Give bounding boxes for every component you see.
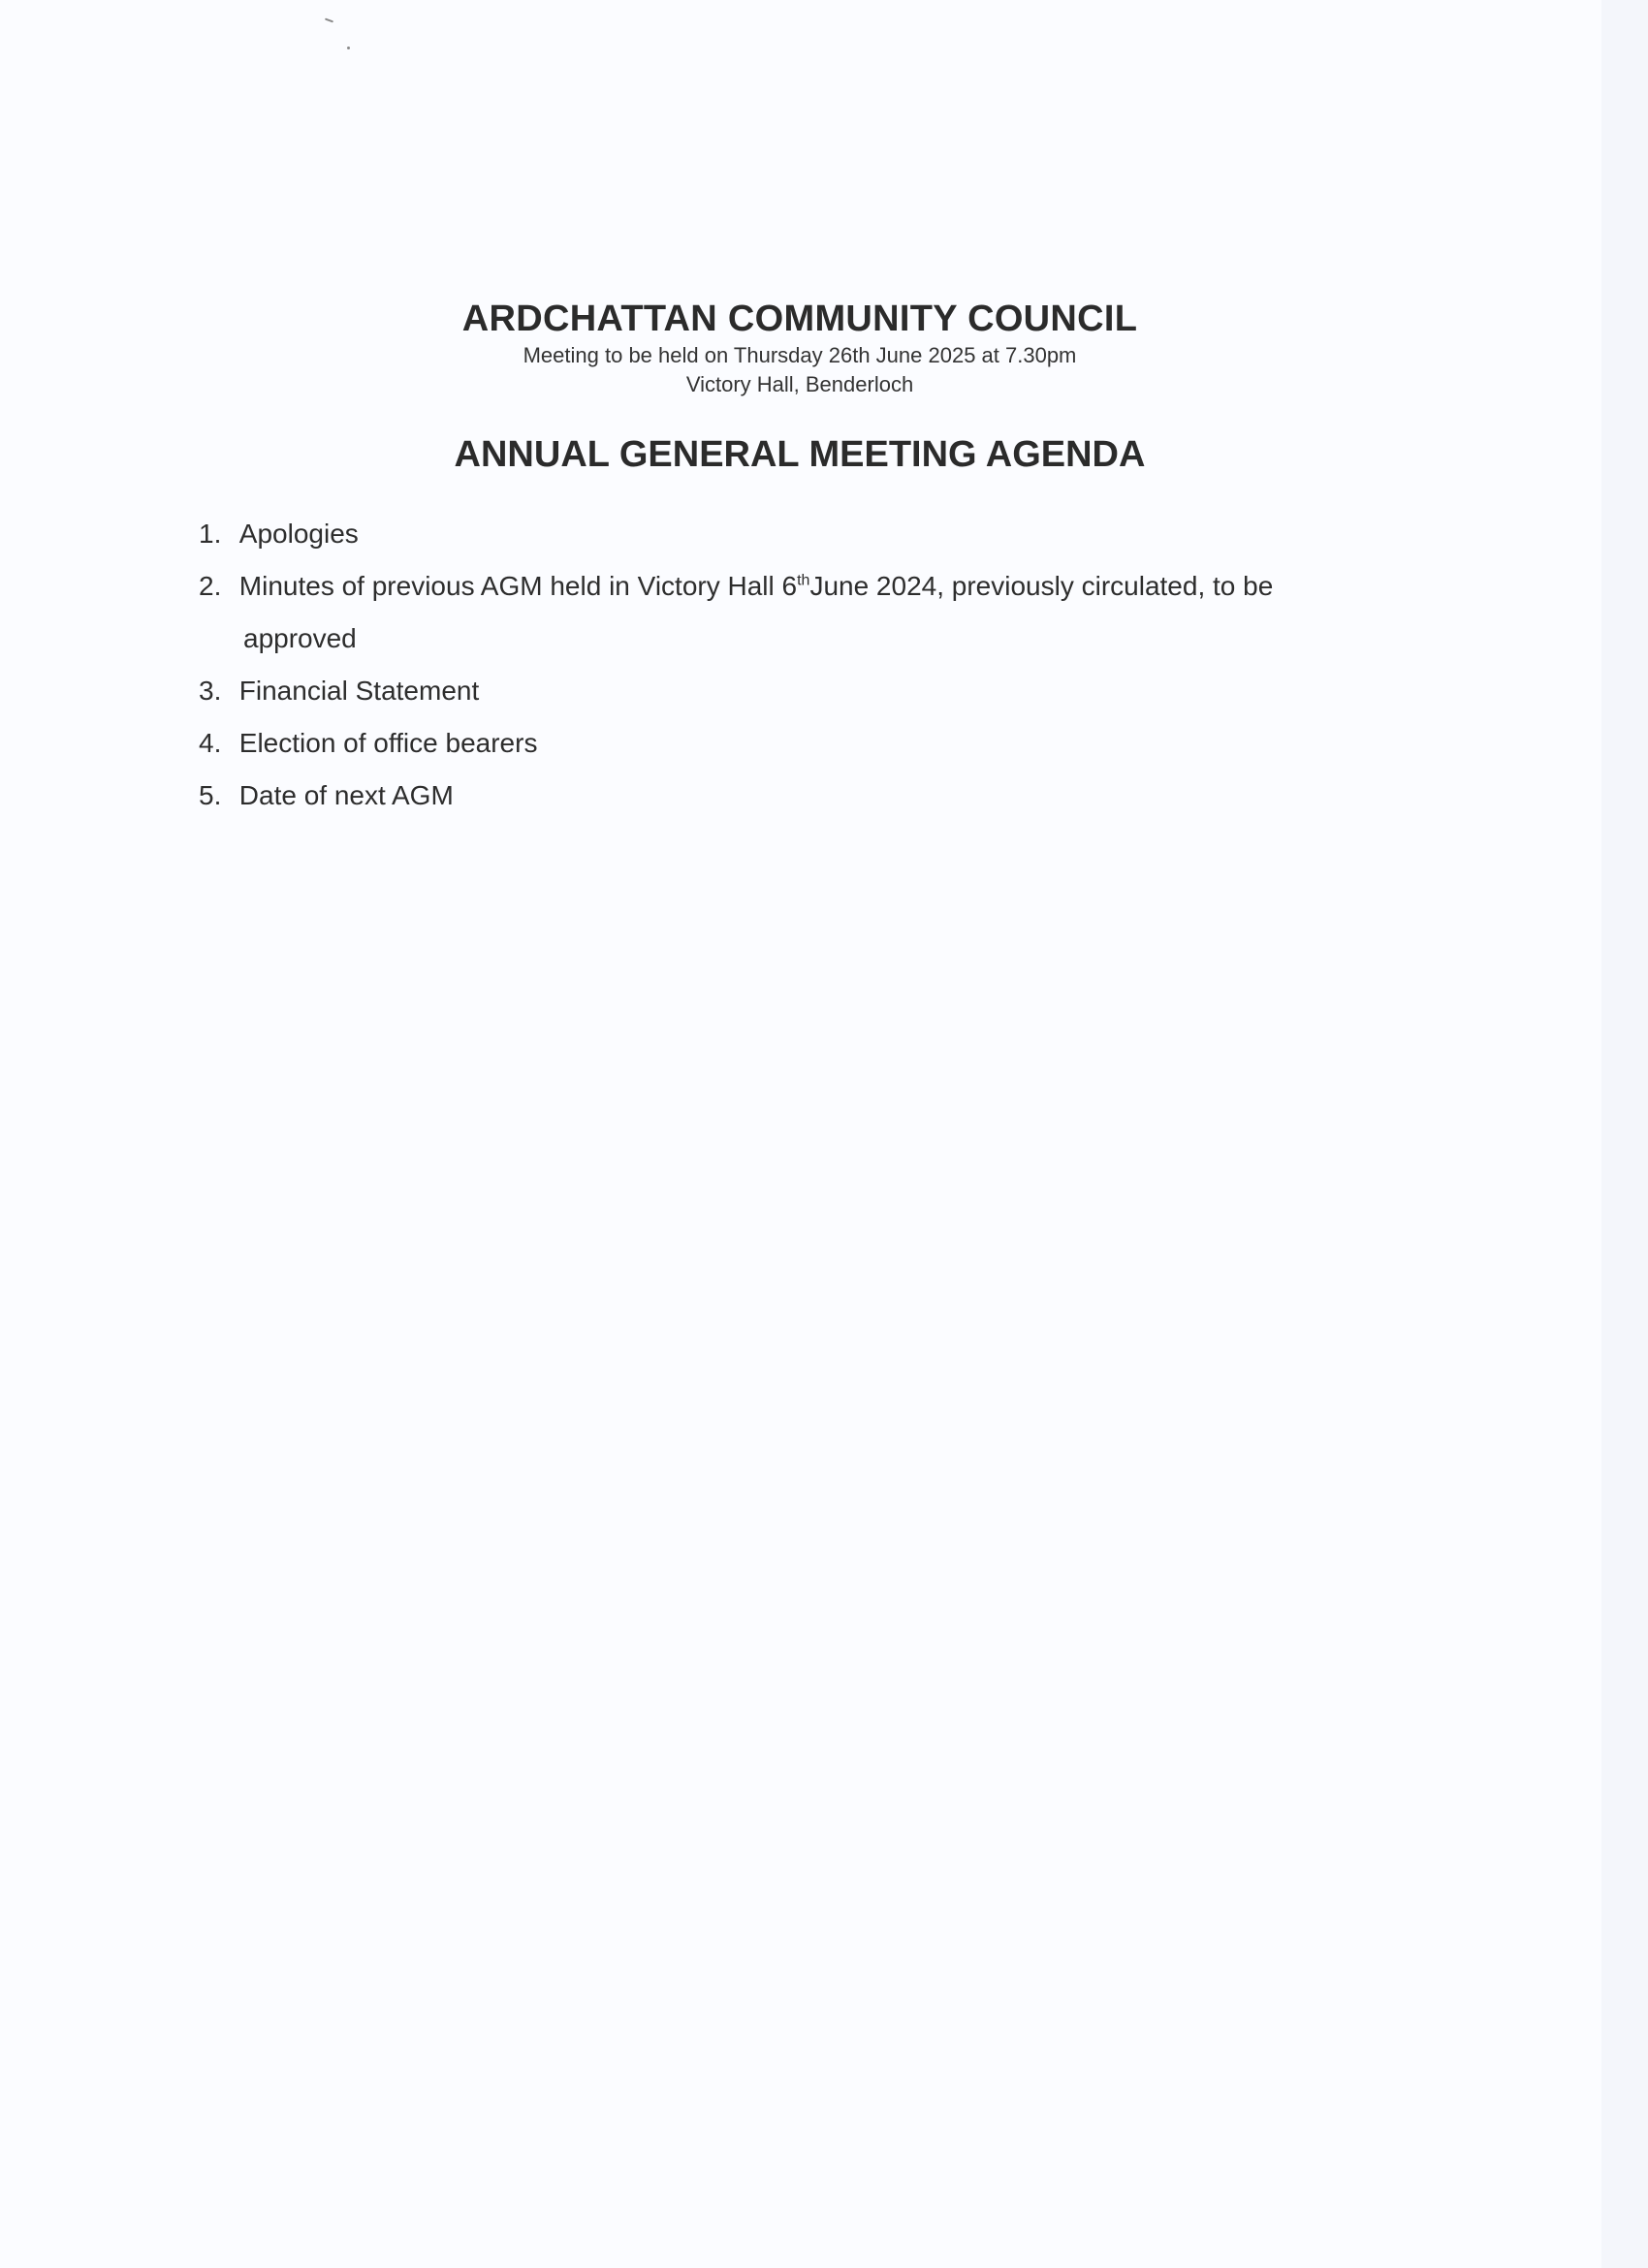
agenda-item bbox=[199, 665, 1410, 717]
date-ordinal-suffix: th bbox=[797, 572, 810, 589]
agenda-item-text-continuation: approved bbox=[243, 623, 357, 653]
agenda-item-continuation bbox=[199, 613, 1410, 665]
agenda-item-text-part: June 2024, previously circulated, to be bbox=[809, 571, 1274, 601]
agenda-item-number: 2. bbox=[199, 571, 222, 601]
agenda-title: ANNUAL GENERAL MEETING AGENDA bbox=[454, 434, 1146, 475]
agenda-item-text: Election of office bearers bbox=[238, 728, 538, 758]
agenda-item-number: 4. bbox=[199, 728, 222, 758]
document-header bbox=[0, 297, 1600, 399]
agenda-item bbox=[199, 770, 1410, 822]
council-name: ARDCHATTAN COMMUNITY COUNCIL bbox=[461, 299, 1138, 339]
scan-edge-shade bbox=[1601, 0, 1648, 2268]
agenda-item-number: 3. bbox=[199, 676, 222, 706]
meeting-details: Meeting to be held on Thursday 26th June 2025 at 7.30pm bbox=[523, 343, 1077, 367]
agenda-item bbox=[199, 508, 1410, 560]
agenda-item-text: Apologies bbox=[238, 519, 359, 549]
scan-speck bbox=[325, 18, 333, 23]
agenda-item-text bbox=[239, 560, 1274, 613]
meeting-venue: Victory Hall, Benderloch bbox=[685, 372, 914, 396]
agenda-list bbox=[199, 508, 1410, 822]
agenda-item bbox=[199, 717, 1410, 770]
agenda-item-number: 5. bbox=[199, 780, 222, 810]
agenda-item-text-part: Minutes of previous AGM held in Victory Hall 6 bbox=[238, 571, 798, 601]
agenda-item-text: Date of next AGM bbox=[238, 780, 454, 810]
scan-speck bbox=[347, 47, 350, 49]
agenda-item-number: 1. bbox=[199, 519, 222, 549]
agenda-item-text: Financial Statement bbox=[238, 676, 480, 706]
agenda-item bbox=[199, 560, 1410, 613]
